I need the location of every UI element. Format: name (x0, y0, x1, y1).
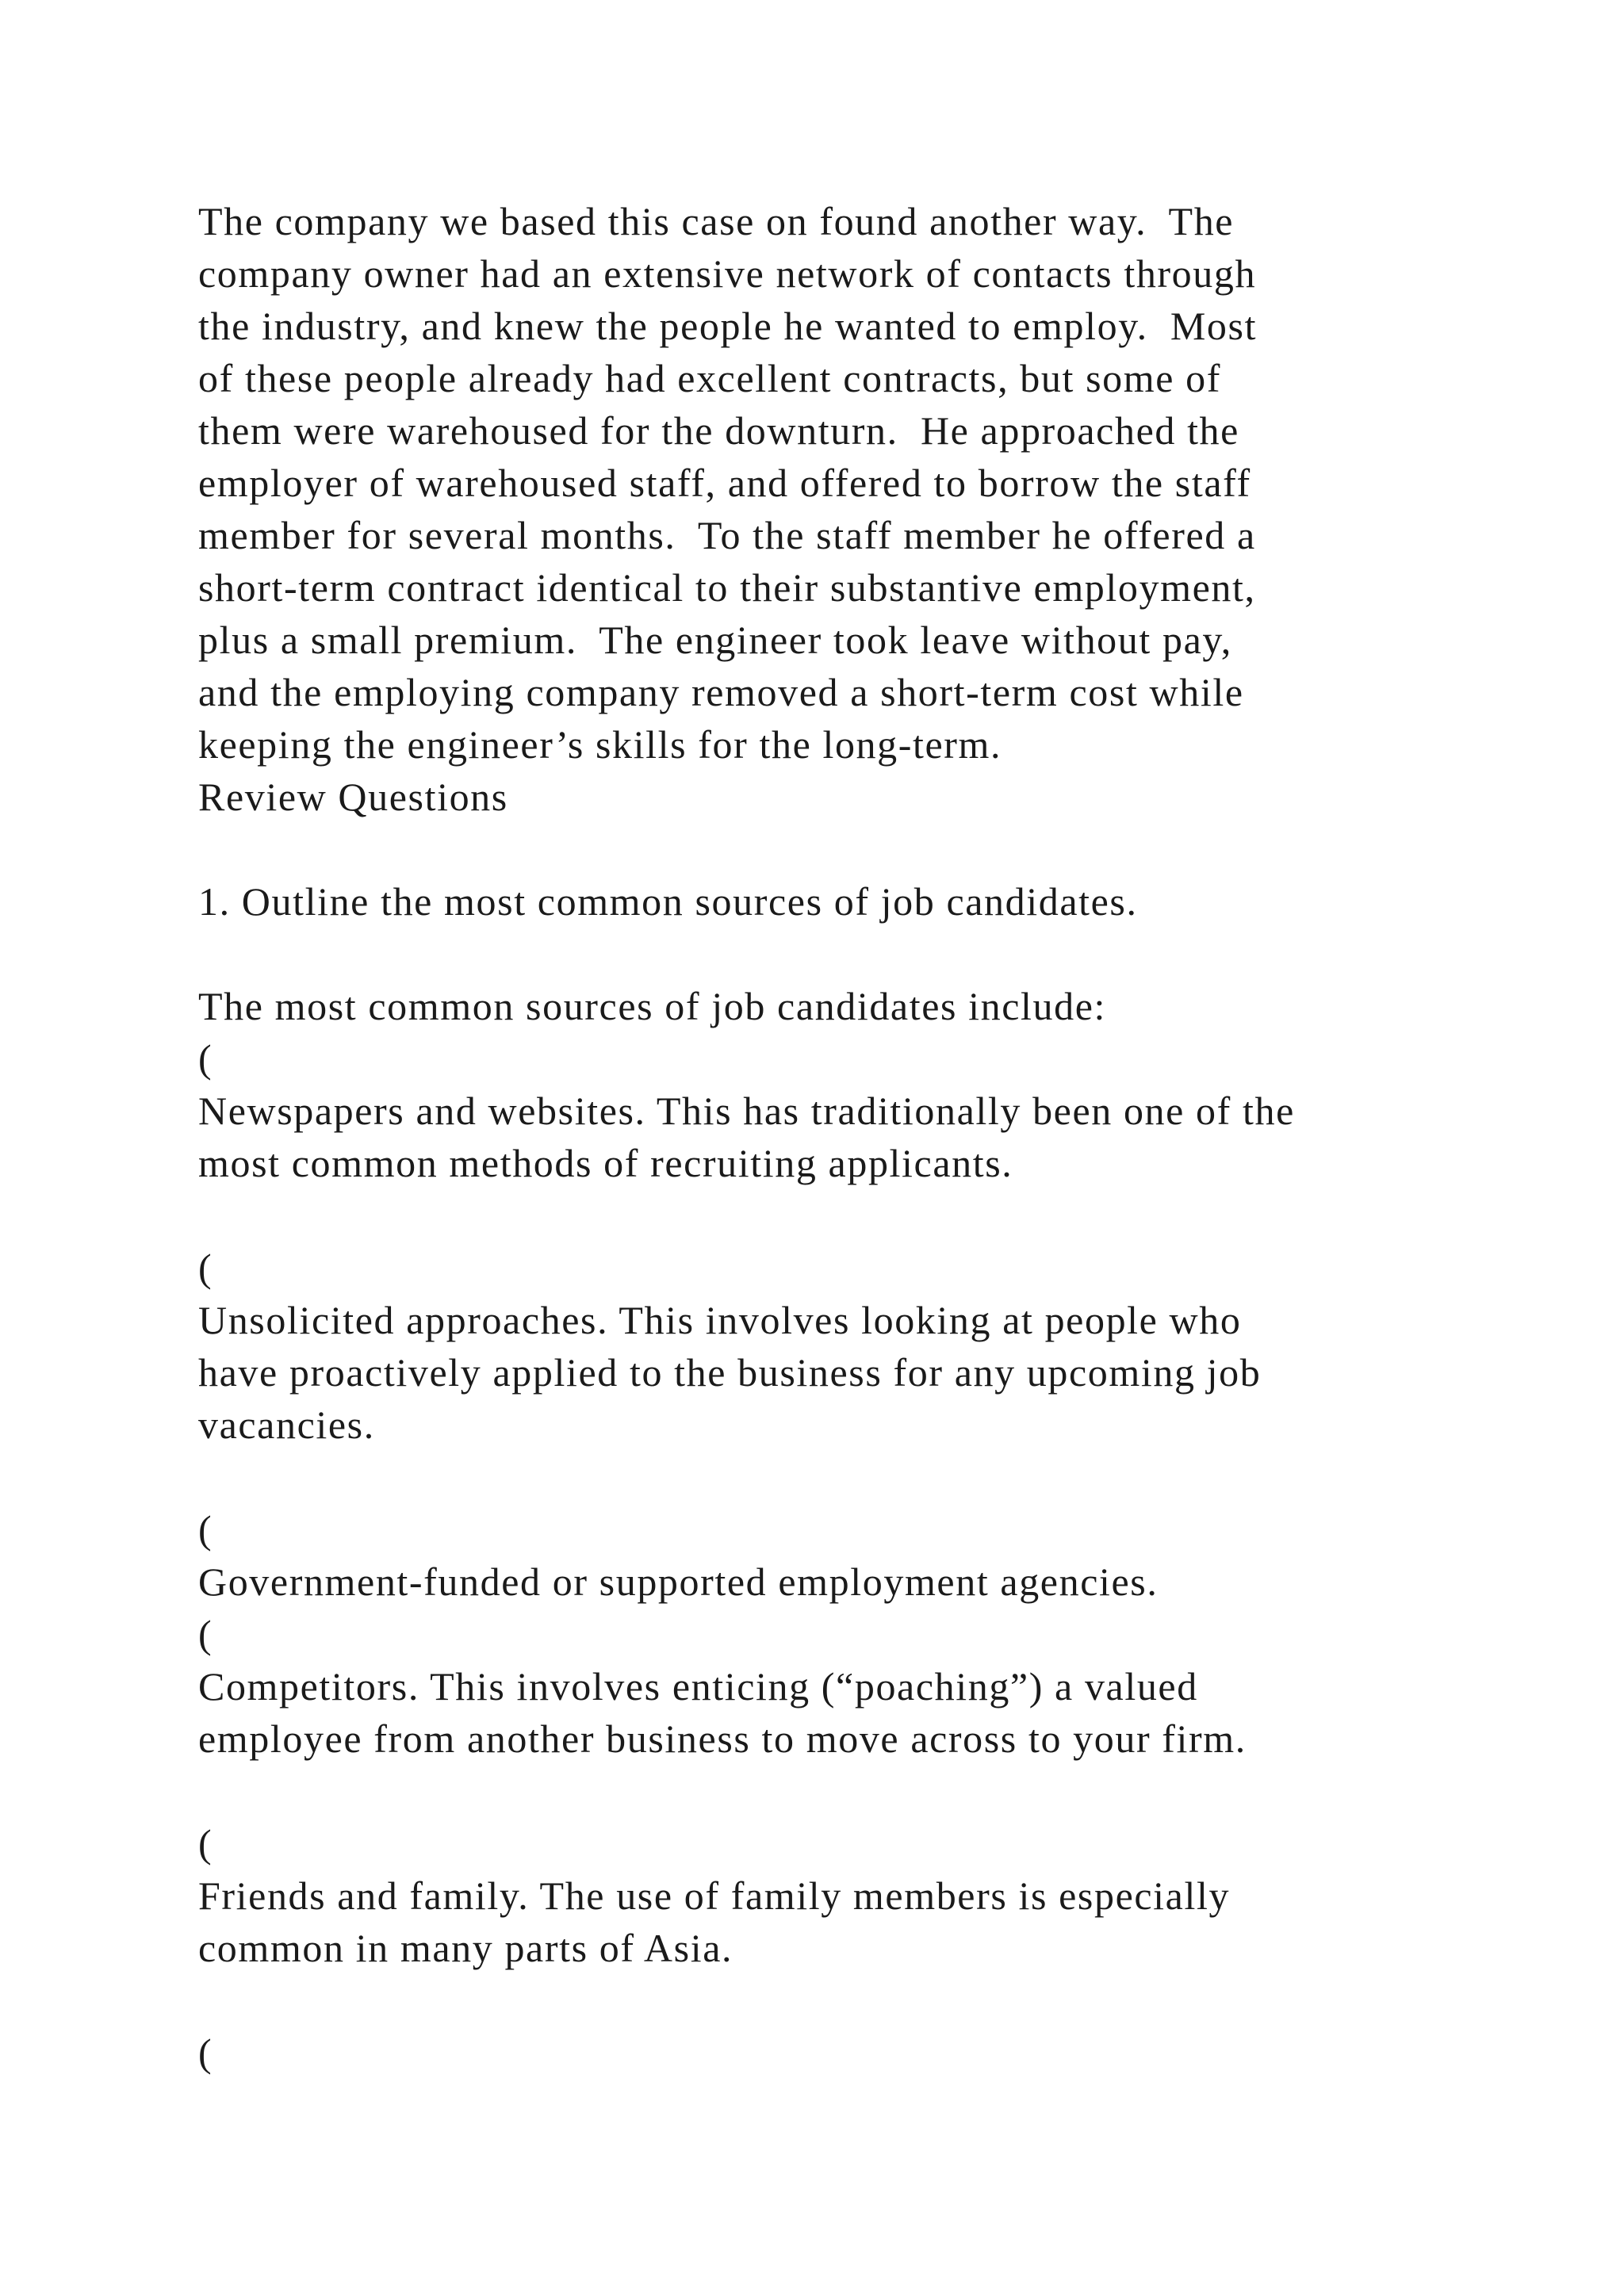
source-line: Government-funded or supported employment agencies. (198, 1559, 1159, 1604)
paragraph-line: plus a small premium. The engineer took leave without pay, (198, 618, 1232, 662)
bullet-marker: ( (198, 1507, 213, 1552)
source-line: common in many parts of Asia. (198, 1926, 733, 1970)
paragraph-line: company owner had an extensive network of contacts through (198, 251, 1257, 296)
source-item-agencies (198, 1503, 1530, 1608)
bullet-marker: ( (198, 2030, 213, 2075)
spacer (198, 823, 1530, 875)
paragraph-line: keeping the engineer’s skills for the long-term. (198, 722, 1002, 767)
bullet-marker: ( (198, 1612, 213, 1656)
case-paragraph (198, 195, 1530, 771)
answer-intro: The most common sources of job candidates include: (198, 984, 1107, 1028)
bullet-marker: ( (198, 1246, 213, 1290)
paragraph-line: and the employing company removed a short-term cost while (198, 670, 1244, 714)
source-item-competitors (198, 1608, 1530, 1765)
spacer (198, 1765, 1530, 1817)
paragraph-line: The company we based this case on found another way. The (198, 199, 1235, 243)
paragraph-line: member for several months. To the staff member he offered a (198, 513, 1256, 557)
paragraph-line: short-term contract identical to their substantive employment, (198, 565, 1256, 610)
source-line: have proactively applied to the business for any upcoming job (198, 1350, 1262, 1395)
source-line: Competitors. This involves enticing (“poaching”) a valued (198, 1664, 1198, 1709)
paragraph-line: the industry, and knew the people he wanted to employ. Most (198, 304, 1258, 348)
spacer (198, 1974, 1530, 2026)
bullet-marker: ( (198, 1821, 213, 1866)
spacer (198, 1189, 1530, 1242)
document-body (198, 195, 1530, 2079)
source-item-unsolicited (198, 1242, 1530, 1451)
paragraph-line: them were warehoused for the downturn. He approached the (198, 408, 1239, 453)
bullet-marker: ( (198, 1036, 213, 1081)
paragraph-line: employer of warehoused staff, and offered to borrow the staff (198, 461, 1251, 505)
source-item-friends-family (198, 1817, 1530, 1974)
source-line: Newspapers and websites. This has traditionally been one of the (198, 1089, 1295, 1133)
source-item-newspapers (198, 1032, 1530, 1189)
spacer (198, 928, 1530, 980)
source-line: Unsolicited approaches. This involves looking at people who (198, 1298, 1242, 1342)
source-line: most common methods of recruiting applicants. (198, 1141, 1013, 1185)
question-1: 1. Outline the most common sources of job candidates. (198, 879, 1138, 924)
section-heading: Review Questions (198, 775, 508, 819)
spacer (198, 1451, 1530, 1503)
source-line: employee from another business to move across to your firm. (198, 1716, 1247, 1761)
paragraph-line: of these people already had excellent contracts, but some of (198, 356, 1221, 400)
source-line: Friends and family. The use of family members is especially (198, 1873, 1231, 1918)
source-line: vacancies. (198, 1402, 375, 1447)
